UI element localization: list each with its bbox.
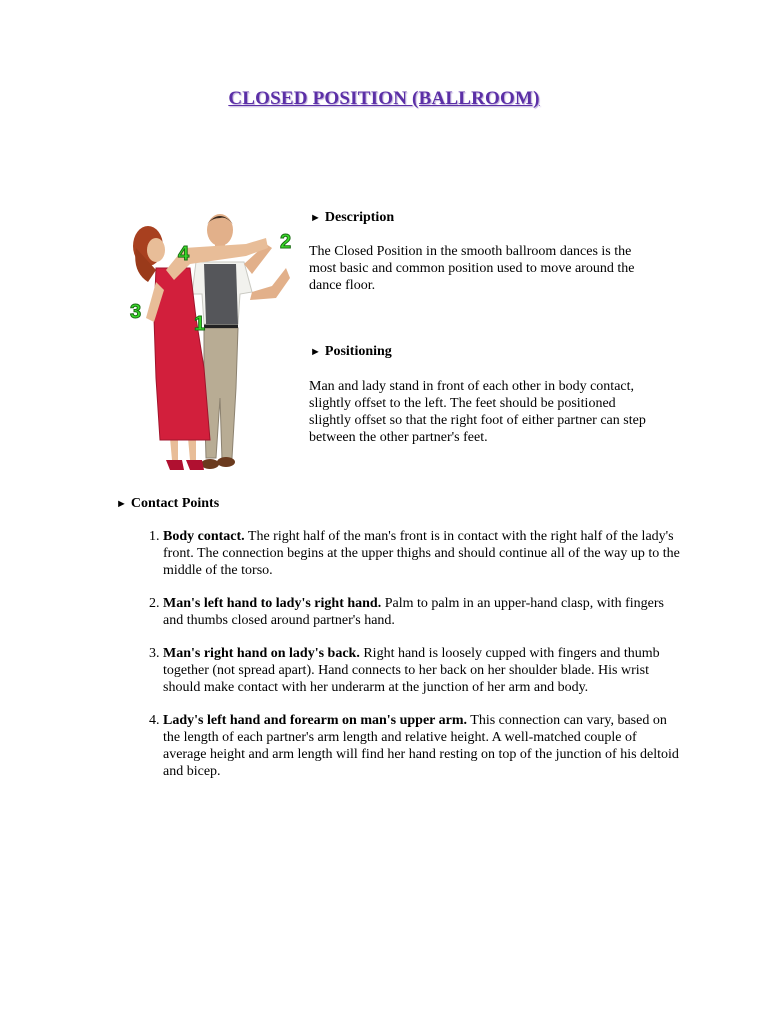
dancing-couple-image — [126, 208, 300, 484]
positioning-text: Man and lady stand in front of each other in body contact, slightly offset to the left. The feet should be positioned slightly offset so that the right foot of either partner can step between the other partner's feet. — [309, 379, 646, 445]
contact-points-list — [135, 528, 683, 796]
triangle-bullet-icon: ► — [310, 346, 321, 358]
description-text: The Closed Position in the smooth ballroom dances is the most basic and common position used to move around the dance floor. — [309, 244, 635, 293]
contact-point-text: The right half of the man's front is in contact with the right half of the lady's front. The connection begins at the upper thighs and should continue all of the way up to the middle of the torso. — [163, 529, 680, 578]
triangle-bullet-icon: ► — [116, 498, 127, 510]
contact-point-text: Right hand is loosely cupped with fingers and thumb together (not spread apart). Hand connects to her back on her shoulder blade. His wrist should make contact with her underarm at the junction of her arm and body. — [163, 646, 660, 695]
contact-point-text: This connection can vary, based on the length of each partner's arm length and relative height. A well-matched couple of average height and arm length will find her hand resting on top of the junction of his deltoid and bicep. — [163, 713, 679, 779]
marker-4: 4 — [178, 243, 190, 265]
contact-point-title: Lady's left hand and forearm on man's upper arm. — [163, 713, 468, 728]
marker-2: 2 — [280, 231, 292, 253]
contact-point-title: Man's right hand on lady's back. — [163, 646, 360, 661]
positioning-heading: ► Positioning — [310, 344, 392, 359]
marker-1: 1 — [194, 313, 206, 335]
list-item — [163, 528, 683, 579]
page-title: CLOSED POSITION (BALLROOM) — [228, 88, 540, 109]
list-item — [163, 712, 683, 780]
list-item — [163, 595, 683, 629]
contact-points-heading: ► Contact Points — [116, 496, 220, 511]
triangle-bullet-icon: ► — [310, 212, 321, 224]
contact-point-text: Palm to palm in an upper-hand clasp, with fingers and thumbs closed around partner's hand. — [163, 596, 664, 628]
closed-position-illustration — [126, 208, 300, 484]
contact-point-title: Body contact. — [163, 529, 245, 544]
marker-3: 3 — [130, 301, 142, 323]
contact-point-title: Man's left hand to lady's right hand. — [163, 596, 382, 611]
list-item — [163, 645, 683, 696]
description-heading: ► Description — [310, 210, 395, 225]
